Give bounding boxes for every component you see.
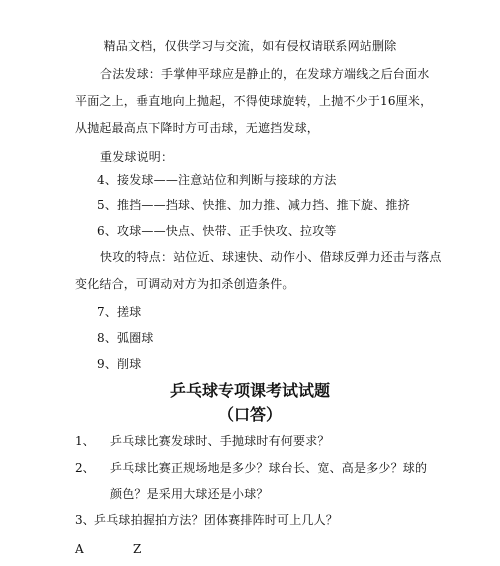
fast-attack-line-2: 变化结合，可调动对方为扣杀创造条件。 bbox=[75, 277, 295, 291]
legal-serve-line-2: 平面之上，垂直地向上抛起，不得使球旋转，上抛不少于16厘米， bbox=[75, 94, 433, 108]
item-9: 9、削球 bbox=[97, 357, 142, 371]
exam-title: 乒乓球专项课考试试题 bbox=[169, 381, 330, 400]
question-1-number: 1、 bbox=[75, 434, 95, 448]
document-header: 精品文档，仅供学习与交流，如有侵权请联系网站删除 bbox=[103, 39, 397, 53]
question-3-text: 乒乓球拍握拍方法？团体赛排阵时可上几人？ bbox=[94, 513, 339, 527]
question-2-number: 2、 bbox=[75, 461, 95, 475]
question-3-number: 3、 bbox=[75, 513, 95, 527]
item-7: 7、搓球 bbox=[97, 305, 142, 319]
reserve-note: 重发球说明： bbox=[100, 150, 174, 164]
question-2-text-line-2: 颜色？是采用大球还是小球？ bbox=[110, 487, 269, 501]
answer-letter-z: Z bbox=[133, 542, 142, 556]
question-2-text-line-1: 乒乓球比赛正规场地是多少？球台长、宽、高是多少？球的 bbox=[110, 461, 428, 475]
legal-serve-line-1: 合法发球：手掌伸平球应是静止的，在发球方端线之后台面水 bbox=[100, 67, 430, 81]
item-5: 5、推挡——挡球、快推、加力推、减力挡、推下旋、推挤 bbox=[97, 198, 410, 212]
item-8: 8、弧圈球 bbox=[97, 331, 154, 345]
legal-serve-line-3: 从抛起最高点下降时方可击球，无遮挡发球， bbox=[75, 121, 320, 135]
question-1-text: 乒乓球比赛发球时、手抛球时有何要求？ bbox=[110, 434, 330, 448]
answer-letter-a: A bbox=[75, 542, 84, 556]
item-4: 4、接发球——注意站位和判断与接球的方法 bbox=[97, 173, 337, 187]
fast-attack-line-1: 快攻的特点：站位近、球速快、动作小、借球反弹力还击与落点 bbox=[100, 250, 442, 264]
exam-subtitle: （口答） bbox=[217, 405, 282, 424]
item-6: 6、攻球——快点、快带、正手快攻、拉攻等 bbox=[97, 224, 337, 238]
